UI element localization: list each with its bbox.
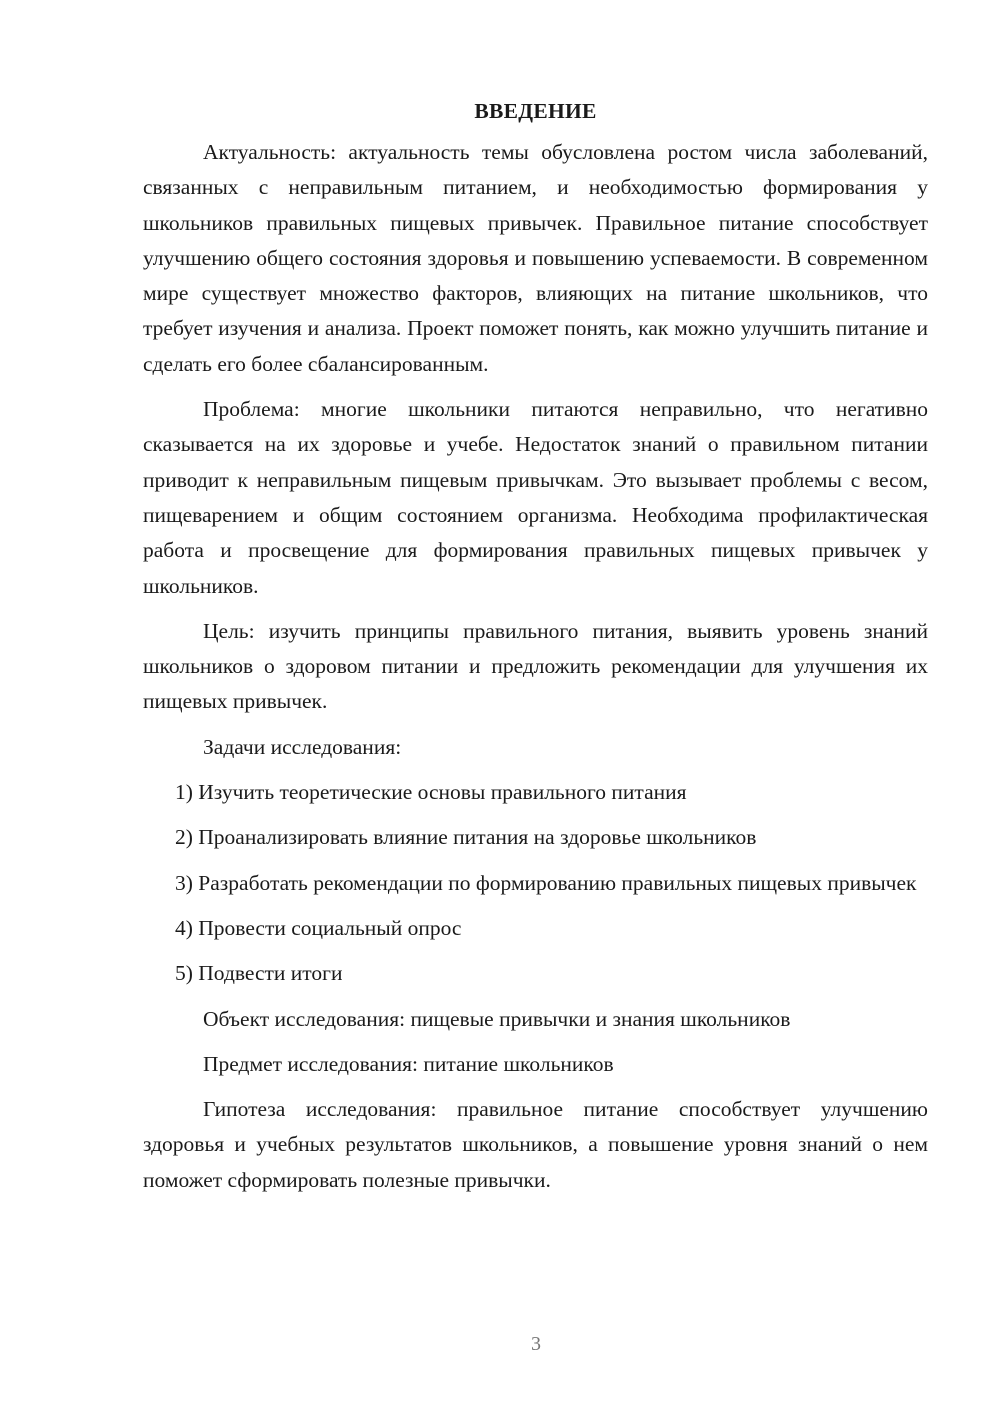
- paragraph-relevance: Актуальность: актуальность темы обусловлена ростом числа заболеваний, связанных с неправильным питанием, и необходимостью формирования у школьников правильных пищевых привычек. Правильное питание способствует улучшению общего состояния здоровья и повышению успеваемости. В современном мире существует множество факторов, влияющих на питание школьников, что требует изучения и анализа. Проект поможет понять, как можно улучшить питание и сделать его более сбалансированным.: [143, 140, 928, 376]
- page-number: 3: [531, 1333, 541, 1355]
- task-item-5: 5) Подвести итоги: [175, 961, 343, 986]
- research-hypothesis: Гипотеза исследования: правильное питание способствует улучшению здоровья и учебных результатов школьников, а повышение уровня знаний о нем поможет сформировать полезные привычки.: [143, 1097, 928, 1192]
- research-subject: Предмет исследования: питание школьников: [203, 1051, 614, 1076]
- research-object: Объект исследования: пищевые привычки и знания школьников: [203, 1006, 791, 1031]
- task-item-1: 1) Изучить теоретические основы правильного питания: [175, 780, 687, 805]
- page-title: ВВЕДЕНИЕ: [474, 99, 597, 123]
- task-item-3: 3) Разработать рекомендации по формированию правильных пищевых привычек: [175, 870, 917, 895]
- tasks-heading: Задачи исследования:: [203, 734, 402, 759]
- paragraph-problem: Проблема: многие школьники питаются неправильно, что негативно сказывается на их здоровье и учебе. Недостаток знаний о правильном питании приводит к неправильным пищевым привычкам. Это вызывает проблемы с весом, пищеварением и общим состоянием организма. Необходима профилактическая работа и просвещение для формирования правильных пищевых привычек у школьников.: [143, 397, 928, 598]
- page-content: [143, 95, 928, 1208]
- task-item-4: 4) Провести социальный опрос: [175, 915, 462, 940]
- task-item-2: 2) Проанализировать влияние питания на здоровье школьников: [175, 825, 757, 850]
- paragraph-goal: Цель: изучить принципы правильного питания, выявить уровень знаний школьников о здоровом питании и предложить рекомендации для улучшения их пищевых привычек.: [143, 618, 928, 714]
